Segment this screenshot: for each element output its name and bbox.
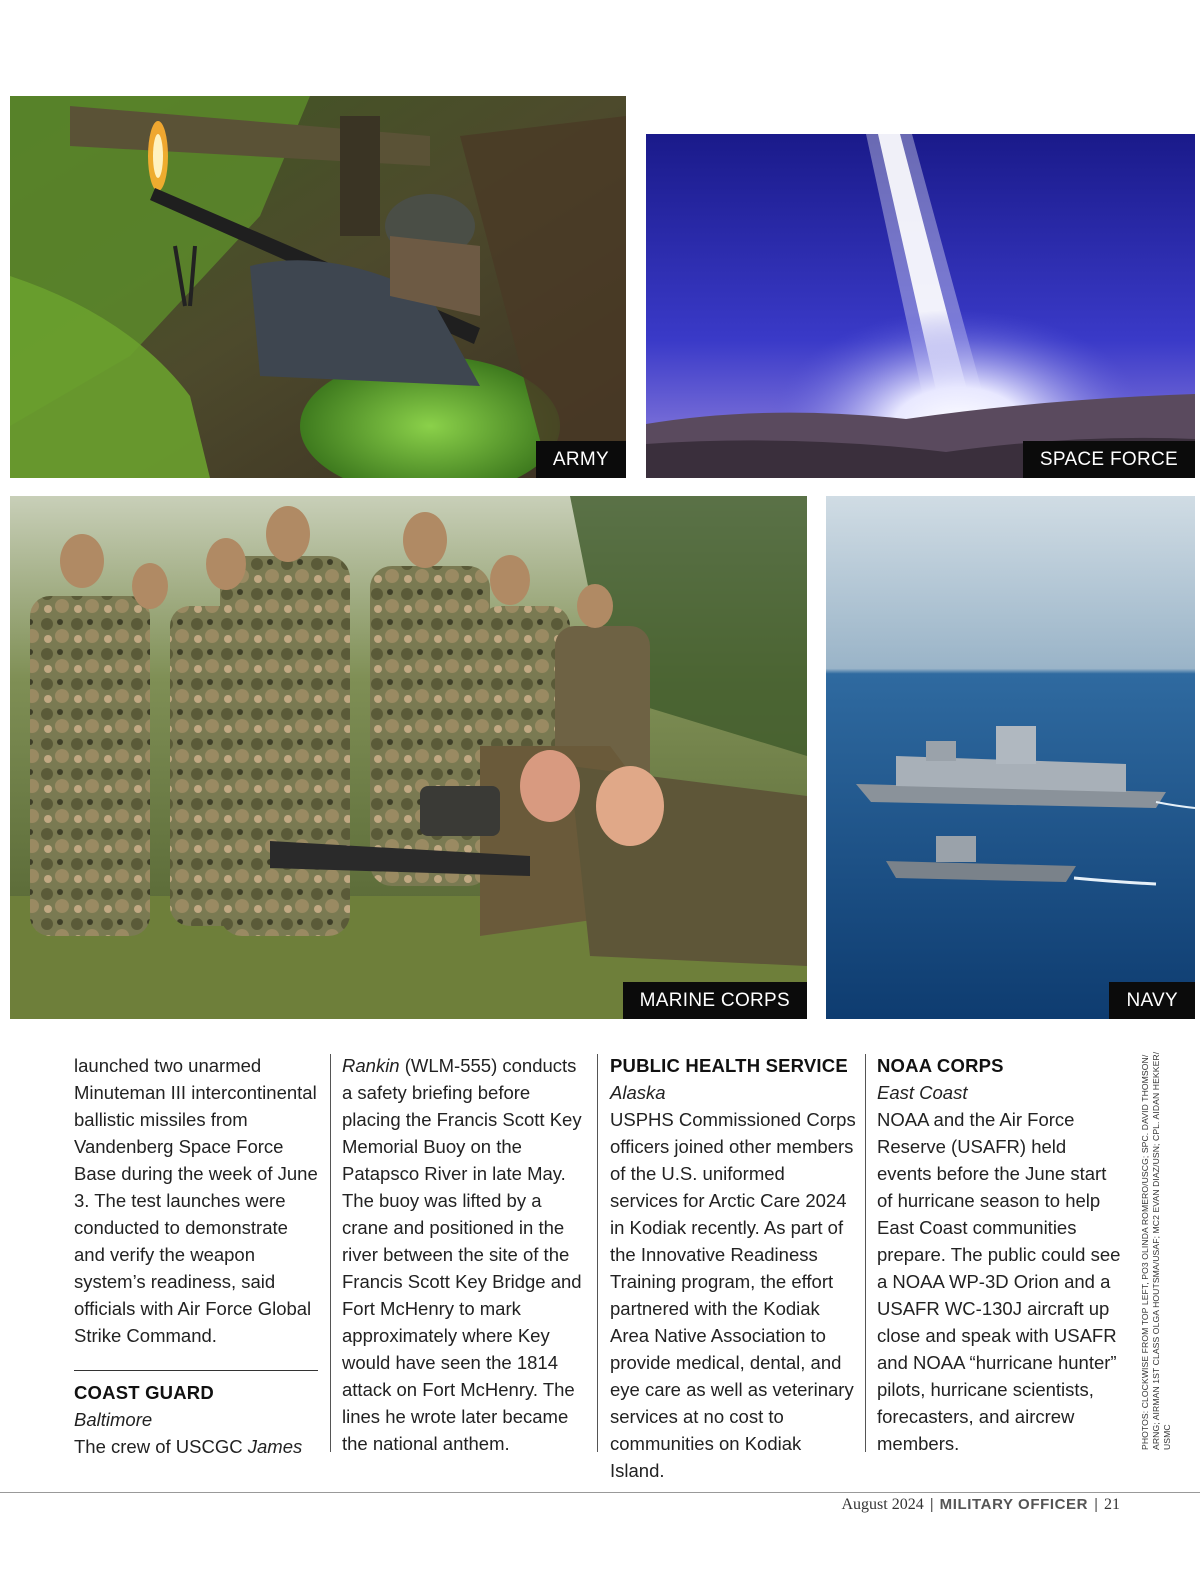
issue-date: August 2024 — [841, 1496, 924, 1513]
public-health-service-heading: PUBLIC HEALTH SERVICE — [610, 1055, 848, 1076]
column-divider-2 — [597, 1054, 598, 1452]
coast-guard-article-end — [342, 1052, 588, 1457]
coast-guard-text-cont: (WLM-555) conducts a safety briefing before placing the Francis Scott Key Memorial Buoy on the Patapsco River in late May. The buoy was lifted by a crane and positioned in the river between the site of the Francis Scott Key Bridge and Fort McHenry to mark approximately where Key would have seen the 1814 attack on Fort McHenry. The lines he wrote later became the national anthem. — [342, 1055, 582, 1454]
army-label: ARMY — [536, 441, 626, 478]
coast-guard-ship-name: James — [247, 1436, 303, 1457]
public-health-service-text: USPHS Commissioned Corps officers joined other members of the U.S. uniformed services for Arctic Care 2024 in Kodiak recently. As part of the Innovative Readiness Training program, the effort partnered with the Kodiak Area Native Association to provide medical, dental, and eye care as well as veterinary services at no cost to communities on Kodiak Island. — [610, 1109, 856, 1481]
column-2 — [342, 1052, 588, 1457]
public-health-service-location: Alaska — [610, 1082, 666, 1103]
footer-separator: | — [929, 1496, 934, 1513]
coast-guard-ship-name-cont: Rankin — [342, 1055, 400, 1076]
column-1 — [74, 1052, 318, 1460]
marine-corps-photo-image — [10, 496, 807, 1019]
noaa-corps-heading: NOAA CORPS — [877, 1055, 1004, 1076]
army-photo — [10, 96, 626, 478]
column-4 — [877, 1052, 1123, 1457]
space-force-photo-image — [646, 134, 1195, 478]
column-divider-1 — [330, 1054, 331, 1452]
coast-guard-heading: COAST GUARD — [74, 1382, 214, 1403]
page-number: 21 — [1104, 1496, 1120, 1513]
army-photo-image — [10, 96, 626, 478]
footer-rule — [0, 1492, 1200, 1493]
marine-corps-photo — [10, 496, 807, 1019]
space-force-article-end: launched two unarmed Minuteman III intercontinental ballistic missiles from Vandenberg Space Force Base during the week of June 3. The test launches were conducted to demonstrate and verify the weapon system’s readiness, said officials with Air Force Global Strike Command. — [74, 1055, 318, 1346]
marine-corps-label: MARINE CORPS — [623, 982, 807, 1019]
navy-photo-image — [826, 496, 1195, 1019]
photo-credit: PHOTOS: CLOCKWISE FROM TOP LEFT, PO3 OLINDA ROMERO/USCG; SPC. DAVID THOMSON/ ARNG; AIRMAN 1ST CLASS OLGA HOUTSMA/USAF; MC2 EVAN DIAZ/USN; CPL. AIDAN HEKKER/ USMC — [1140, 1051, 1172, 1450]
noaa-corps-location: East Coast — [877, 1082, 968, 1103]
page-footer — [841, 1496, 1120, 1514]
column-divider-3 — [865, 1054, 866, 1452]
space-force-label: SPACE FORCE — [1023, 441, 1195, 478]
column-3 — [610, 1052, 856, 1484]
coast-guard-text: The crew of USCGC — [74, 1436, 243, 1457]
navy-label: NAVY — [1109, 982, 1195, 1019]
coast-guard-location: Baltimore — [74, 1409, 153, 1430]
space-force-photo — [646, 134, 1195, 478]
noaa-corps-text: NOAA and the Air Force Reserve (USAFR) held events before the June start of hurricane season to help East Coast communities prepare. The public could see a NOAA WP-3D Orion and a USAFR WC-130J aircraft up close and speak with USAFR and NOAA “hurricane hunter” pilots, hurricane scientists, forecasters, and aircrew members. — [877, 1109, 1121, 1454]
navy-photo — [826, 496, 1195, 1019]
section-divider — [74, 1370, 318, 1371]
coast-guard-text-start — [74, 1433, 318, 1460]
magazine-name: MILITARY OFFICER — [939, 1496, 1089, 1513]
footer-separator: | — [1094, 1496, 1098, 1513]
